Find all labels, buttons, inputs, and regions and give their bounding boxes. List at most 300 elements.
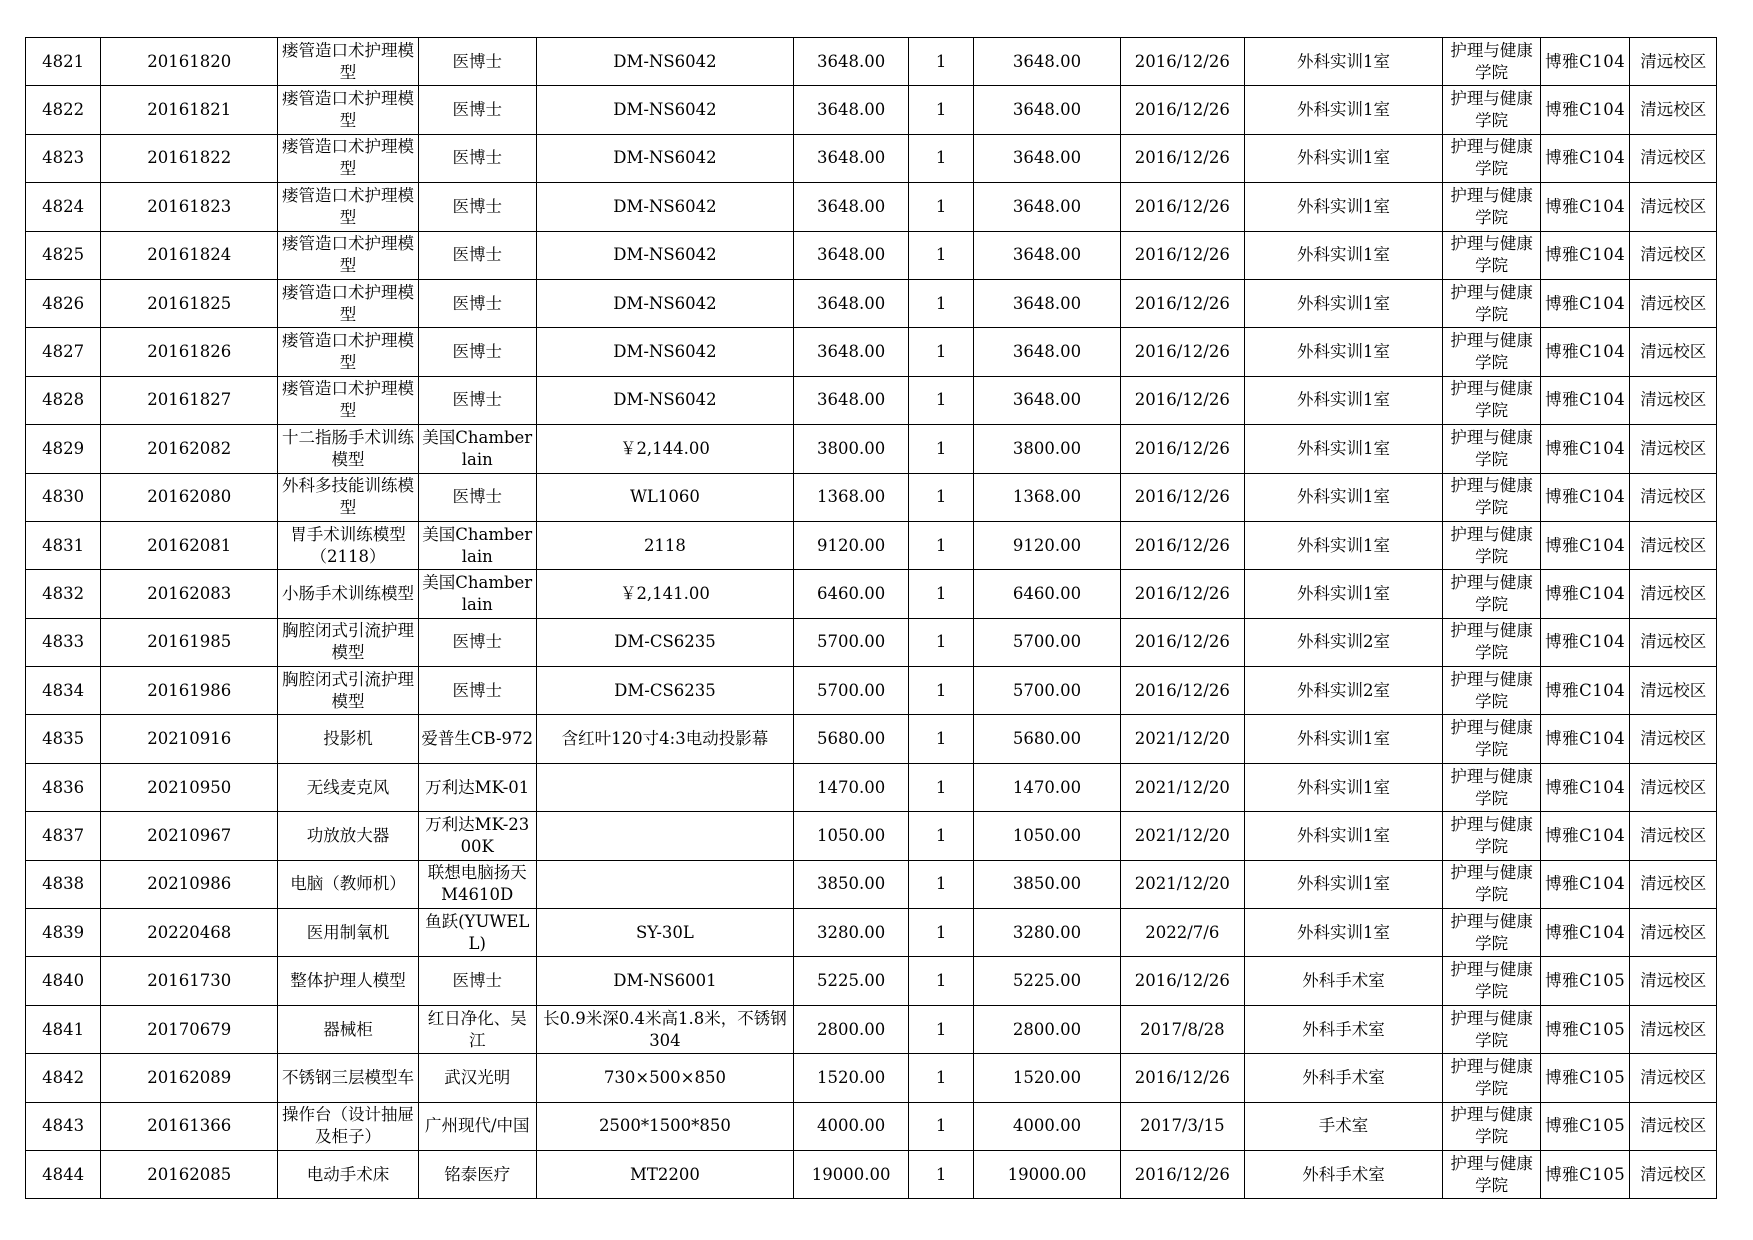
quantity-cell: 1: [909, 376, 974, 424]
total-amount-cell: 5700.00: [974, 667, 1121, 715]
quantity-cell: 1: [909, 1054, 974, 1102]
asset-name-cell: 胸腔闭式引流护理模型: [278, 667, 418, 715]
college-cell: 护理与健康学院: [1443, 521, 1541, 569]
room-cell: 博雅C104: [1540, 618, 1630, 666]
location-cell: 外科实训1室: [1244, 812, 1442, 860]
brand-cell: 鱼跃(YUWELL): [418, 909, 536, 957]
unit-price-cell: 3648.00: [794, 183, 909, 231]
serial-number-cell: 4823: [26, 134, 101, 182]
unit-price-cell: 3648.00: [794, 328, 909, 376]
campus-cell: 清远校区: [1630, 279, 1717, 327]
unit-price-cell: 3648.00: [794, 86, 909, 134]
serial-number-cell: 4821: [26, 38, 101, 86]
table-row: [26, 1102, 1717, 1150]
serial-number-cell: 4825: [26, 231, 101, 279]
college-cell: 护理与健康学院: [1443, 1054, 1541, 1102]
total-amount-cell: 5700.00: [974, 618, 1121, 666]
purchase-date-cell: 2016/12/26: [1120, 1150, 1244, 1198]
total-amount-cell: 1368.00: [974, 473, 1121, 521]
brand-cell: 美国Chamberlain: [418, 570, 536, 618]
table-row: [26, 231, 1717, 279]
asset-code-cell: 20161825: [101, 279, 278, 327]
model-spec-cell: DM-NS6042: [536, 38, 793, 86]
table-row: [26, 1054, 1717, 1102]
asset-name-cell: 瘘管造口术护理模型: [278, 86, 418, 134]
room-cell: 博雅C104: [1540, 473, 1630, 521]
table-row: [26, 860, 1717, 908]
campus-cell: 清远校区: [1630, 1102, 1717, 1150]
campus-cell: 清远校区: [1630, 425, 1717, 473]
campus-cell: 清远校区: [1630, 473, 1717, 521]
model-spec-cell: DM-NS6042: [536, 279, 793, 327]
purchase-date-cell: 2016/12/26: [1120, 86, 1244, 134]
asset-name-cell: 瘘管造口术护理模型: [278, 279, 418, 327]
unit-price-cell: 1470.00: [794, 763, 909, 811]
quantity-cell: 1: [909, 860, 974, 908]
total-amount-cell: 19000.00: [974, 1150, 1121, 1198]
total-amount-cell: 3648.00: [974, 183, 1121, 231]
unit-price-cell: 6460.00: [794, 570, 909, 618]
quantity-cell: 1: [909, 909, 974, 957]
table-row: [26, 570, 1717, 618]
college-cell: 护理与健康学院: [1443, 812, 1541, 860]
table-row: [26, 183, 1717, 231]
quantity-cell: 1: [909, 183, 974, 231]
model-spec-cell: [536, 763, 793, 811]
unit-price-cell: 2800.00: [794, 1005, 909, 1053]
table-row: [26, 812, 1717, 860]
quantity-cell: 1: [909, 231, 974, 279]
quantity-cell: 1: [909, 473, 974, 521]
brand-cell: 医博士: [418, 618, 536, 666]
asset-code-cell: 20220468: [101, 909, 278, 957]
model-spec-cell: 730×500×850: [536, 1054, 793, 1102]
table-row: [26, 425, 1717, 473]
table-row: [26, 667, 1717, 715]
model-spec-cell: [536, 860, 793, 908]
asset-code-cell: 20161730: [101, 957, 278, 1005]
asset-name-cell: 瘘管造口术护理模型: [278, 376, 418, 424]
location-cell: 外科实训1室: [1244, 134, 1442, 182]
college-cell: 护理与健康学院: [1443, 231, 1541, 279]
unit-price-cell: 3648.00: [794, 38, 909, 86]
serial-number-cell: 4834: [26, 667, 101, 715]
model-spec-cell: MT2200: [536, 1150, 793, 1198]
total-amount-cell: 1520.00: [974, 1054, 1121, 1102]
total-amount-cell: 4000.00: [974, 1102, 1121, 1150]
unit-price-cell: 9120.00: [794, 521, 909, 569]
unit-price-cell: 1050.00: [794, 812, 909, 860]
serial-number-cell: 4841: [26, 1005, 101, 1053]
asset-name-cell: 不锈钢三层模型车: [278, 1054, 418, 1102]
college-cell: 护理与健康学院: [1443, 957, 1541, 1005]
quantity-cell: 1: [909, 618, 974, 666]
asset-code-cell: 20161824: [101, 231, 278, 279]
quantity-cell: 1: [909, 667, 974, 715]
room-cell: 博雅C104: [1540, 183, 1630, 231]
campus-cell: 清远校区: [1630, 134, 1717, 182]
total-amount-cell: 3648.00: [974, 134, 1121, 182]
total-amount-cell: 2800.00: [974, 1005, 1121, 1053]
purchase-date-cell: 2016/12/26: [1120, 667, 1244, 715]
asset-code-cell: 20162081: [101, 521, 278, 569]
asset-name-cell: 投影机: [278, 715, 418, 763]
location-cell: 外科实训1室: [1244, 570, 1442, 618]
quantity-cell: 1: [909, 38, 974, 86]
quantity-cell: 1: [909, 715, 974, 763]
quantity-cell: 1: [909, 86, 974, 134]
room-cell: 博雅C104: [1540, 38, 1630, 86]
asset-code-cell: 20161820: [101, 38, 278, 86]
asset-name-cell: 瘘管造口术护理模型: [278, 134, 418, 182]
brand-cell: 医博士: [418, 86, 536, 134]
total-amount-cell: 3280.00: [974, 909, 1121, 957]
serial-number-cell: 4842: [26, 1054, 101, 1102]
asset-code-cell: 20161821: [101, 86, 278, 134]
room-cell: 博雅C104: [1540, 715, 1630, 763]
purchase-date-cell: 2016/12/26: [1120, 1054, 1244, 1102]
location-cell: 外科手术室: [1244, 957, 1442, 1005]
unit-price-cell: 5700.00: [794, 667, 909, 715]
model-spec-cell: DM-CS6235: [536, 667, 793, 715]
campus-cell: 清远校区: [1630, 328, 1717, 376]
brand-cell: 医博士: [418, 376, 536, 424]
model-spec-cell: 长0.9米深0.4米高1.8米，不锈钢304: [536, 1005, 793, 1053]
room-cell: 博雅C104: [1540, 376, 1630, 424]
asset-name-cell: 外科多技能训练模型: [278, 473, 418, 521]
unit-price-cell: 1368.00: [794, 473, 909, 521]
purchase-date-cell: 2022/7/6: [1120, 909, 1244, 957]
college-cell: 护理与健康学院: [1443, 183, 1541, 231]
asset-table: [25, 37, 1717, 1199]
asset-code-cell: 20161986: [101, 667, 278, 715]
purchase-date-cell: 2021/12/20: [1120, 715, 1244, 763]
brand-cell: 爱普生CB-972: [418, 715, 536, 763]
brand-cell: 医博士: [418, 473, 536, 521]
serial-number-cell: 4833: [26, 618, 101, 666]
purchase-date-cell: 2021/12/20: [1120, 763, 1244, 811]
room-cell: 博雅C104: [1540, 134, 1630, 182]
model-spec-cell: 2500*1500*850: [536, 1102, 793, 1150]
asset-code-cell: 20162089: [101, 1054, 278, 1102]
asset-name-cell: 十二指肠手术训练模型: [278, 425, 418, 473]
brand-cell: 红日净化、吴江: [418, 1005, 536, 1053]
location-cell: 外科实训1室: [1244, 860, 1442, 908]
model-spec-cell: DM-NS6042: [536, 231, 793, 279]
location-cell: 外科手术室: [1244, 1005, 1442, 1053]
asset-code-cell: 20170679: [101, 1005, 278, 1053]
location-cell: 外科实训1室: [1244, 425, 1442, 473]
room-cell: 博雅C104: [1540, 667, 1630, 715]
unit-price-cell: 5700.00: [794, 618, 909, 666]
college-cell: 护理与健康学院: [1443, 618, 1541, 666]
location-cell: 外科实训2室: [1244, 667, 1442, 715]
purchase-date-cell: 2016/12/26: [1120, 521, 1244, 569]
asset-code-cell: 20161823: [101, 183, 278, 231]
location-cell: 手术室: [1244, 1102, 1442, 1150]
college-cell: 护理与健康学院: [1443, 715, 1541, 763]
serial-number-cell: 4836: [26, 763, 101, 811]
college-cell: 护理与健康学院: [1443, 1005, 1541, 1053]
table-row: [26, 618, 1717, 666]
purchase-date-cell: 2016/12/26: [1120, 38, 1244, 86]
purchase-date-cell: 2021/12/20: [1120, 812, 1244, 860]
serial-number-cell: 4826: [26, 279, 101, 327]
total-amount-cell: 1050.00: [974, 812, 1121, 860]
asset-code-cell: 20161366: [101, 1102, 278, 1150]
table-row: [26, 86, 1717, 134]
brand-cell: 医博士: [418, 183, 536, 231]
quantity-cell: 1: [909, 812, 974, 860]
table-row: [26, 38, 1717, 86]
serial-number-cell: 4829: [26, 425, 101, 473]
brand-cell: 铭泰医疗: [418, 1150, 536, 1198]
location-cell: 外科实训1室: [1244, 715, 1442, 763]
asset-name-cell: 电脑（教师机）: [278, 860, 418, 908]
asset-name-cell: 电动手术床: [278, 1150, 418, 1198]
campus-cell: 清远校区: [1630, 521, 1717, 569]
table-row: [26, 328, 1717, 376]
brand-cell: 万利达MK-2300K: [418, 812, 536, 860]
model-spec-cell: DM-NS6042: [536, 183, 793, 231]
quantity-cell: 1: [909, 570, 974, 618]
asset-code-cell: 20161985: [101, 618, 278, 666]
college-cell: 护理与健康学院: [1443, 425, 1541, 473]
asset-name-cell: 操作台（设计抽屉及柜子）: [278, 1102, 418, 1150]
location-cell: 外科实训1室: [1244, 38, 1442, 86]
table-row: [26, 1150, 1717, 1198]
brand-cell: 医博士: [418, 134, 536, 182]
college-cell: 护理与健康学院: [1443, 1150, 1541, 1198]
quantity-cell: 1: [909, 1005, 974, 1053]
campus-cell: 清远校区: [1630, 860, 1717, 908]
model-spec-cell: DM-NS6042: [536, 328, 793, 376]
asset-code-cell: 20210916: [101, 715, 278, 763]
model-spec-cell: DM-NS6042: [536, 86, 793, 134]
campus-cell: 清远校区: [1630, 376, 1717, 424]
asset-code-cell: 20210986: [101, 860, 278, 908]
total-amount-cell: 5225.00: [974, 957, 1121, 1005]
asset-name-cell: 瘘管造口术护理模型: [278, 328, 418, 376]
asset-name-cell: 无线麦克风: [278, 763, 418, 811]
unit-price-cell: 19000.00: [794, 1150, 909, 1198]
asset-code-cell: 20162080: [101, 473, 278, 521]
brand-cell: 医博士: [418, 38, 536, 86]
location-cell: 外科实训1室: [1244, 231, 1442, 279]
unit-price-cell: 3648.00: [794, 376, 909, 424]
unit-price-cell: 5225.00: [794, 957, 909, 1005]
serial-number-cell: 4838: [26, 860, 101, 908]
brand-cell: 医博士: [418, 328, 536, 376]
model-spec-cell: DM-CS6235: [536, 618, 793, 666]
college-cell: 护理与健康学院: [1443, 909, 1541, 957]
brand-cell: 医博士: [418, 667, 536, 715]
room-cell: 博雅C104: [1540, 231, 1630, 279]
asset-name-cell: 小肠手术训练模型: [278, 570, 418, 618]
unit-price-cell: 3648.00: [794, 134, 909, 182]
total-amount-cell: 3648.00: [974, 38, 1121, 86]
purchase-date-cell: 2017/3/15: [1120, 1102, 1244, 1150]
asset-name-cell: 整体护理人模型: [278, 957, 418, 1005]
unit-price-cell: 3648.00: [794, 279, 909, 327]
table-row: [26, 763, 1717, 811]
unit-price-cell: 1520.00: [794, 1054, 909, 1102]
location-cell: 外科实训1室: [1244, 521, 1442, 569]
total-amount-cell: 3648.00: [974, 279, 1121, 327]
asset-code-cell: 20162083: [101, 570, 278, 618]
campus-cell: 清远校区: [1630, 1150, 1717, 1198]
asset-inventory-sheet: [25, 37, 1717, 1199]
table-row: [26, 957, 1717, 1005]
serial-number-cell: 4843: [26, 1102, 101, 1150]
room-cell: 博雅C104: [1540, 328, 1630, 376]
location-cell: 外科实训1室: [1244, 376, 1442, 424]
location-cell: 外科实训1室: [1244, 183, 1442, 231]
purchase-date-cell: 2021/12/20: [1120, 860, 1244, 908]
room-cell: 博雅C104: [1540, 763, 1630, 811]
unit-price-cell: 3648.00: [794, 231, 909, 279]
campus-cell: 清远校区: [1630, 1005, 1717, 1053]
serial-number-cell: 4831: [26, 521, 101, 569]
quantity-cell: 1: [909, 1150, 974, 1198]
model-spec-cell: ￥2,141.00: [536, 570, 793, 618]
model-spec-cell: [536, 812, 793, 860]
serial-number-cell: 4828: [26, 376, 101, 424]
campus-cell: 清远校区: [1630, 763, 1717, 811]
quantity-cell: 1: [909, 425, 974, 473]
purchase-date-cell: 2016/12/26: [1120, 134, 1244, 182]
serial-number-cell: 4839: [26, 909, 101, 957]
brand-cell: 广州现代/中国: [418, 1102, 536, 1150]
model-spec-cell: DM-NS6001: [536, 957, 793, 1005]
quantity-cell: 1: [909, 957, 974, 1005]
college-cell: 护理与健康学院: [1443, 38, 1541, 86]
asset-code-cell: 20161822: [101, 134, 278, 182]
room-cell: 博雅C104: [1540, 570, 1630, 618]
total-amount-cell: 5680.00: [974, 715, 1121, 763]
purchase-date-cell: 2016/12/26: [1120, 473, 1244, 521]
table-row: [26, 376, 1717, 424]
model-spec-cell: SY-30L: [536, 909, 793, 957]
total-amount-cell: 3648.00: [974, 376, 1121, 424]
room-cell: 博雅C105: [1540, 1102, 1630, 1150]
college-cell: 护理与健康学院: [1443, 473, 1541, 521]
purchase-date-cell: 2016/12/26: [1120, 570, 1244, 618]
asset-code-cell: 20161826: [101, 328, 278, 376]
total-amount-cell: 1470.00: [974, 763, 1121, 811]
serial-number-cell: 4827: [26, 328, 101, 376]
college-cell: 护理与健康学院: [1443, 279, 1541, 327]
college-cell: 护理与健康学院: [1443, 1102, 1541, 1150]
asset-code-cell: 20210950: [101, 763, 278, 811]
location-cell: 外科手术室: [1244, 1150, 1442, 1198]
purchase-date-cell: 2016/12/26: [1120, 957, 1244, 1005]
location-cell: 外科实训2室: [1244, 618, 1442, 666]
purchase-date-cell: 2017/8/28: [1120, 1005, 1244, 1053]
location-cell: 外科实训1室: [1244, 279, 1442, 327]
model-spec-cell: 2118: [536, 521, 793, 569]
campus-cell: 清远校区: [1630, 231, 1717, 279]
serial-number-cell: 4840: [26, 957, 101, 1005]
asset-code-cell: 20162085: [101, 1150, 278, 1198]
unit-price-cell: 4000.00: [794, 1102, 909, 1150]
quantity-cell: 1: [909, 1102, 974, 1150]
unit-price-cell: 3800.00: [794, 425, 909, 473]
brand-cell: 医博士: [418, 957, 536, 1005]
purchase-date-cell: 2016/12/26: [1120, 425, 1244, 473]
campus-cell: 清远校区: [1630, 570, 1717, 618]
model-spec-cell: DM-NS6042: [536, 134, 793, 182]
serial-number-cell: 4824: [26, 183, 101, 231]
total-amount-cell: 3648.00: [974, 86, 1121, 134]
campus-cell: 清远校区: [1630, 667, 1717, 715]
campus-cell: 清远校区: [1630, 715, 1717, 763]
asset-name-cell: 胃手术训练模型（2118）: [278, 521, 418, 569]
college-cell: 护理与健康学院: [1443, 328, 1541, 376]
room-cell: 博雅C104: [1540, 279, 1630, 327]
asset-name-cell: 瘘管造口术护理模型: [278, 231, 418, 279]
campus-cell: 清远校区: [1630, 38, 1717, 86]
brand-cell: 万利达MK-01: [418, 763, 536, 811]
model-spec-cell: 含红叶120寸4:3电动投影幕: [536, 715, 793, 763]
asset-code-cell: 20161827: [101, 376, 278, 424]
college-cell: 护理与健康学院: [1443, 86, 1541, 134]
room-cell: 博雅C104: [1540, 521, 1630, 569]
room-cell: 博雅C104: [1540, 86, 1630, 134]
purchase-date-cell: 2016/12/26: [1120, 328, 1244, 376]
asset-code-cell: 20210967: [101, 812, 278, 860]
serial-number-cell: 4844: [26, 1150, 101, 1198]
location-cell: 外科实训1室: [1244, 328, 1442, 376]
room-cell: 博雅C105: [1540, 1150, 1630, 1198]
brand-cell: 美国Chamberlain: [418, 521, 536, 569]
quantity-cell: 1: [909, 134, 974, 182]
college-cell: 护理与健康学院: [1443, 376, 1541, 424]
total-amount-cell: 3800.00: [974, 425, 1121, 473]
room-cell: 博雅C104: [1540, 860, 1630, 908]
model-spec-cell: ￥2,144.00: [536, 425, 793, 473]
serial-number-cell: 4822: [26, 86, 101, 134]
unit-price-cell: 3280.00: [794, 909, 909, 957]
brand-cell: 医博士: [418, 231, 536, 279]
college-cell: 护理与健康学院: [1443, 570, 1541, 618]
room-cell: 博雅C105: [1540, 957, 1630, 1005]
location-cell: 外科实训1室: [1244, 473, 1442, 521]
table-row: [26, 715, 1717, 763]
campus-cell: 清远校区: [1630, 618, 1717, 666]
table-row: [26, 521, 1717, 569]
total-amount-cell: 9120.00: [974, 521, 1121, 569]
table-body: [26, 38, 1717, 1199]
college-cell: 护理与健康学院: [1443, 134, 1541, 182]
serial-number-cell: 4830: [26, 473, 101, 521]
unit-price-cell: 3850.00: [794, 860, 909, 908]
quantity-cell: 1: [909, 328, 974, 376]
campus-cell: 清远校区: [1630, 1054, 1717, 1102]
model-spec-cell: DM-NS6042: [536, 376, 793, 424]
campus-cell: 清远校区: [1630, 909, 1717, 957]
location-cell: 外科实训1室: [1244, 909, 1442, 957]
campus-cell: 清远校区: [1630, 86, 1717, 134]
brand-cell: 医博士: [418, 279, 536, 327]
campus-cell: 清远校区: [1630, 812, 1717, 860]
table-row: [26, 1005, 1717, 1053]
purchase-date-cell: 2016/12/26: [1120, 231, 1244, 279]
brand-cell: 联想电脑扬天M4610D: [418, 860, 536, 908]
brand-cell: 武汉光明: [418, 1054, 536, 1102]
room-cell: 博雅C104: [1540, 909, 1630, 957]
asset-code-cell: 20162082: [101, 425, 278, 473]
